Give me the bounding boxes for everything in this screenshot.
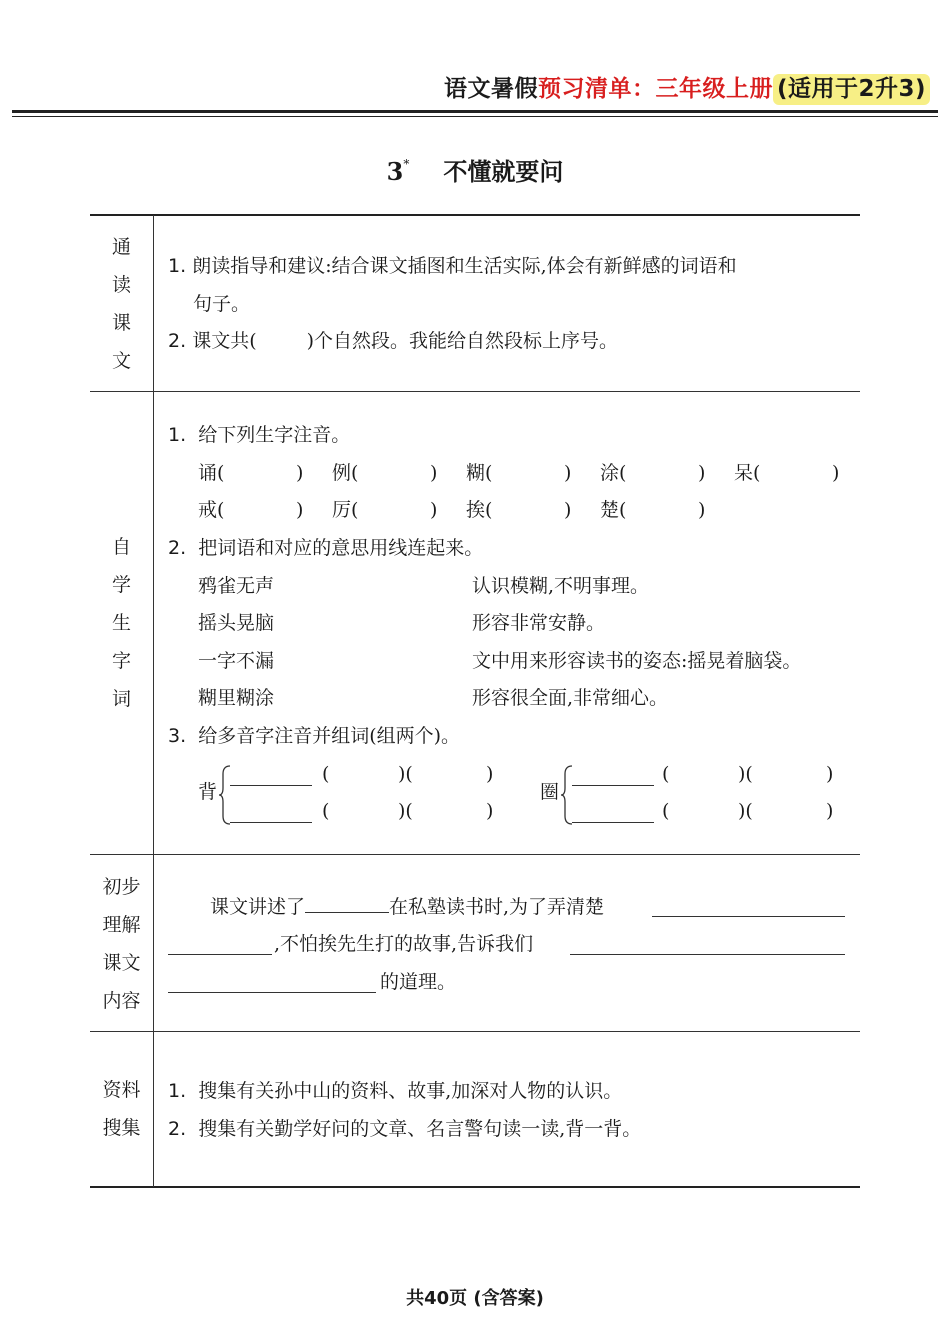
match-right-item: 文中用来形容读书的姿态:摇晃着脑袋。 [472,650,802,672]
paren-open: ( [322,763,330,785]
paren-mid: )( [398,800,413,822]
collect-item-1: 1. 搜集有关孙中山的资料、故事,加深对人物的认识。 [168,1080,623,1102]
pinyin-char: 挨( [466,499,493,521]
words-question-2: 2. 把词语和对应的意思用线连起来。 [168,537,484,559]
understand-line-3: 的道理。 [380,971,457,993]
pinyin-char-close: ) [564,499,572,521]
answer-blank[interactable] [305,894,389,913]
pinyin-char-close: ) [430,462,438,484]
header-checklist: 预习清单：三年级上册 [537,76,773,102]
answer-blank[interactable] [572,785,654,786]
section-label-words: 自 学 生 字 词 [111,536,131,710]
paren-open: ( [662,763,670,785]
pinyin-char: 涂( [600,462,627,484]
words-question-1: 1. 给下列生字注音。 [168,424,351,446]
pinyin-char-close: ) [296,462,304,484]
answer-blank[interactable] [230,822,312,823]
table-top-border [90,214,860,216]
table-column-divider [153,215,154,1187]
pinyin-char-close: ) [430,499,438,521]
paren-mid: )( [398,763,413,785]
answer-blank[interactable] [168,954,272,955]
match-right-item: 形容很全面,非常细心。 [472,687,669,709]
words-question-3: 3. 给多音字注音并组词(组两个)。 [168,725,461,747]
header-grade-tag: (适用于2升3) [773,74,930,105]
pinyin-char-close: ) [832,462,840,484]
lesson-number: 3 [386,157,404,186]
paren-close: ) [486,763,494,785]
document-header [444,70,930,103]
pinyin-char: 糊( [466,462,493,484]
section-label-understand: 初步 理解 课文 内容 [102,876,141,1012]
match-right-item: 认识模糊,不明事理。 [472,575,650,597]
understand-line-2: ,不怕挨先生打的故事,告诉我们 [274,933,534,955]
match-right-item: 形容非常安静。 [472,612,606,634]
match-left-item: 鸦雀无声 [198,575,275,597]
brace-icon [218,764,232,826]
read-item-1-cont: 句子。 [193,293,251,315]
polyphone-char: 背 [198,781,218,803]
lesson-title [0,152,950,187]
paren-close: ) [826,800,834,822]
pinyin-char-close: ) [296,499,304,521]
header-rule-thin [12,116,938,117]
match-left-item: 一字不漏 [198,650,275,672]
section-label-collect: 资料 搜集 [102,1079,141,1139]
collect-item-2: 2. 搜集有关勤学好问的文章、名言警句读一读,背一背。 [168,1118,642,1140]
pinyin-char: 厉( [332,499,359,521]
header-subject: 语文暑假 [443,76,538,102]
answer-blank[interactable] [570,954,845,955]
understand-line-1: 课文讲述了 在私塾读书时,为了弄清楚 [210,896,605,918]
read-item-2: 2. 课文共( )个自然段。我能给自然段标上序号。 [168,330,619,352]
answer-blank[interactable] [572,822,654,823]
table-divider-1 [90,391,860,392]
paren-close: ) [486,800,494,822]
table-divider-3 [90,1031,860,1032]
header-rule-thick [12,110,938,113]
pinyin-char: 呆( [734,462,761,484]
section-label-read: 通 读 课 文 [111,236,131,372]
answer-blank[interactable] [652,916,845,917]
paren-mid: )( [738,763,753,785]
pinyin-char-close: ) [564,462,572,484]
pinyin-char-close: ) [698,499,706,521]
answer-blank[interactable] [168,992,376,993]
polyphone-char: 圈 [540,781,560,803]
pinyin-char: 楚( [600,499,627,521]
paren-mid: )( [738,800,753,822]
brace-icon [560,764,574,826]
answer-blank[interactable] [230,785,312,786]
page-footer: 共40页 (含答案) [406,1288,544,1309]
table-bottom-border [90,1186,860,1188]
pinyin-char-close: ) [698,462,706,484]
pinyin-char: 诵( [198,462,225,484]
read-item-1: 1. 朗读指导和建议:结合课文插图和生活实际,体会有新鲜感的词语和 [168,255,737,277]
lesson-mark: * [403,157,410,171]
table-divider-2 [90,854,860,855]
paren-open: ( [662,800,670,822]
lesson-name: 不懂就要问 [443,157,564,186]
paren-close: ) [826,763,834,785]
paren-open: ( [322,800,330,822]
pinyin-char: 戒( [198,499,225,521]
match-left-item: 糊里糊涂 [198,687,275,709]
pinyin-char: 例( [332,462,359,484]
match-left-item: 摇头晃脑 [198,612,275,634]
